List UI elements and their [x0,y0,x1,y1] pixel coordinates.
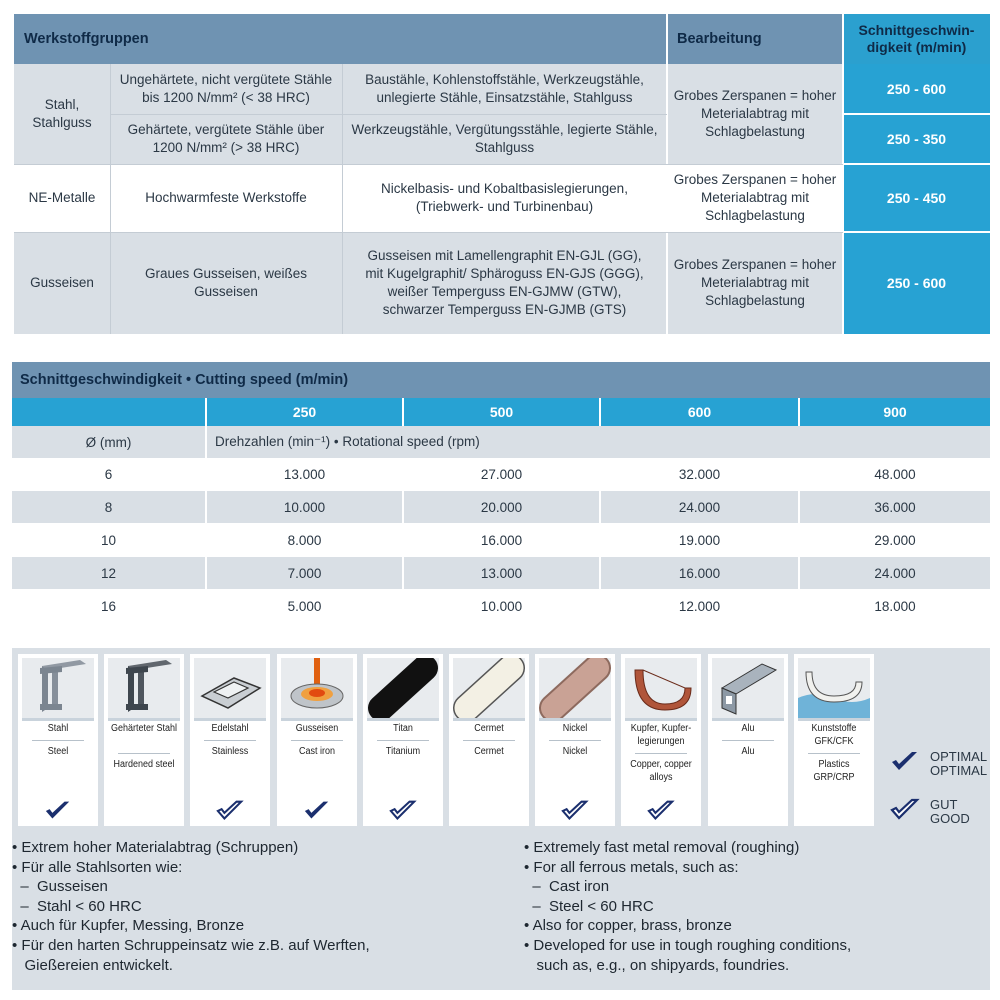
material-card [363,654,443,826]
check-good-icon [647,799,675,823]
type-hochwarmfest: Hochwarmfeste Werkstoffe [110,164,342,232]
rpm-cell: 20.000 [404,491,599,523]
bullet-line: – Steel < 60 HRC [524,897,654,915]
rpm-cell: 18.000 [800,590,990,622]
material-name-de: Titan [392,723,413,734]
divider [291,740,343,741]
check-optimal-icon [890,750,920,774]
group-ne-metalle: NE-Metalle [14,164,110,232]
bullet-line: – Gusseisen [12,878,108,896]
header-cutting-speed: Schnittgeschwin-digkeit (m/min) [843,14,990,64]
material-name-de: Gehärteter Stahl [111,723,178,734]
bullet-line: • Extrem hoher Materialabtrag (Schruppen) [12,839,299,856]
rpm-cell: 8.000 [207,524,402,556]
cermet-rod-icon [453,658,525,718]
material-card [621,654,701,826]
material-name-en: Stainless [212,746,249,757]
bullet-line: – Cast iron [524,878,610,896]
check-good-icon [389,799,417,823]
divider [281,718,353,721]
divider [798,718,870,721]
bearbeitung-gusseisen: Grobes Zerspanen = hoher Meterialabtrag mit Schlagbelastung [667,232,843,334]
divider [110,64,111,334]
speed-header-250: 250 [207,398,402,426]
type-hardened-steel: Gehärtete, vergütete Stähle über 1200 N/mm² (> 38 HRC) [110,114,342,164]
rpm-cell: 5.000 [207,590,402,622]
material-name-de: Edelstahl [211,723,249,734]
speed-header-500: 500 [404,398,599,426]
rpm-cell: 27.000 [404,458,599,490]
check-good-icon [216,799,244,823]
legend-optimal-label: OPTIMAL OPTIMAL [930,749,988,778]
rpm-label: Drehzahlen (min⁻¹) • Rotational speed (rpm) [207,426,990,458]
examples-hardened-steel: Werkzeugstähle, Vergütungsstähle, legierte Stähle, Stahlguss [342,114,667,164]
rpm-cell: 10.000 [207,491,402,523]
diameter-cell: 6 [12,458,205,490]
material-name-de: Nickel [562,723,588,734]
bullet-line: • Extremely fast metal removal (roughing) [524,839,800,856]
diameter-label: Ø (mm) [12,426,205,458]
material-name-en: Cermet [474,746,504,757]
header-werkstoffgruppen: Werkstoffgruppen [14,14,667,64]
steel-beam-icon [22,658,94,718]
rotational-speed-table [12,362,990,626]
rpm-cell: 10.000 [404,590,599,622]
material-card [104,654,184,826]
bullet-line: • Für den harten Schruppeinsatz wie z.B. auf Werften, [12,936,370,954]
divider [342,64,343,334]
divider [14,164,843,165]
divider [722,740,774,741]
divider [453,718,525,721]
material-groups-table [14,14,990,334]
material-suitability-panel [12,648,990,990]
divider [625,718,697,721]
check-optimal-icon [303,799,331,823]
divider [367,718,439,721]
bullet-line: Gießereien entwickelt. [12,956,173,974]
type-unhardened-steel: Ungehärtete, nicht vergütete Stähle bis 1200 N/mm² (< 38 HRC) [110,64,342,114]
divider [843,163,990,165]
material-card [449,654,529,826]
rpm-cell: 16.000 [601,557,798,589]
bullet-line: such as, e.g., on shipyards, foundries. [524,956,790,974]
check-good-icon [561,799,589,823]
material-card [18,654,98,826]
speed-unhardened-steel: 250 - 600 [843,64,990,114]
check-optimal-icon [44,799,72,823]
rpm-cell: 13.000 [207,458,402,490]
bearbeitung-ne-metalle: Grobes Zerspanen = hoher Meterialabtrag mit Schlagbelastung [667,164,843,232]
material-card [277,654,357,826]
divider [635,753,687,754]
aluminium-profile-icon [712,658,784,718]
material-name-en: Plastics GRP/CRP [813,759,855,783]
copper-gutter-icon [625,658,697,718]
speed-ne-metalle: 250 - 450 [843,164,990,232]
material-card [708,654,788,826]
hardened-steel-beam-icon [108,658,180,718]
material-name-de: Cermet [474,723,504,734]
examples-unhardened-steel: Baustähle, Kohlenstoffstähle, Werkzeugstähle, unlegierte Stähle, Einsatzstähle, Stahlguss [342,64,667,114]
bullet-line: • For all ferrous metals, such as: [524,858,739,876]
material-name-en: Alu [741,746,755,757]
rpm-cell: 48.000 [800,458,990,490]
material-name-en: Copper, copper alloys [630,759,693,783]
rpm-cell: 19.000 [601,524,798,556]
bullets-german [12,838,370,975]
bullet-line: • Auch für Kupfer, Messing, Bronze [12,917,245,935]
divider [14,232,843,233]
divider [377,740,429,741]
material-name-en: Cast iron [298,746,335,757]
rpm-cell: 24.000 [601,491,798,523]
plastics-gutter-icon [798,658,870,718]
rpm-cell: 36.000 [800,491,990,523]
speed-header-900: 900 [800,398,990,426]
bullets-english [524,838,851,975]
titanium-rod-icon [367,658,439,718]
divider [463,740,515,741]
rpm-cell: 12.000 [601,590,798,622]
divider [194,718,266,721]
type-gusseisen: Graues Gusseisen, weißes Gusseisen [110,232,342,334]
divider [539,718,611,721]
material-card [535,654,615,826]
rpm-cell: 7.000 [207,557,402,589]
legend-good-label: GUT GOOD [930,797,970,826]
examples-gusseisen: Gusseisen mit Lamellengraphit EN-GJL (GG), mit Kugelgraphit/ Sphäroguss EN-GJS (GGG), weißer Temperguss EN-GJMW (GTW), schwarzer Temperguss EN-GJMB (GTS) [342,232,667,334]
material-name-de: Kunststoffe GFK/CFK [811,723,857,747]
group-gusseisen: Gusseisen [14,232,110,334]
diameter-cell: 16 [12,590,205,622]
material-name-de: Kupfer, Kupfer-legierungen [631,723,692,747]
header-bearbeitung: Bearbeitung [667,14,843,64]
material-card [794,654,874,826]
divider [32,740,84,741]
rpm-cell: 32.000 [601,458,798,490]
divider [843,113,990,115]
material-name-de: Alu [741,723,755,734]
rpm-cell: 24.000 [800,557,990,589]
check-good-icon [890,798,920,822]
bullet-line: • Also for copper, brass, bronze [524,917,732,935]
material-name-en: Titanium [385,746,420,757]
divider [712,718,784,721]
diameter-cell: 12 [12,557,205,589]
diameter-cell: 8 [12,491,205,523]
examples-ne-metalle: Nickelbasis- und Kobaltbasislegierungen, (Triebwerk- und Turbinenbau) [342,164,667,232]
rotational-speed-title: Schnittgeschwindigkeit • Cutting speed (m/min) [12,362,990,398]
divider [118,753,170,754]
material-name-de: Stahl [47,723,69,734]
bullet-line: – Stahl < 60 HRC [12,897,142,915]
bullet-line: • Für alle Stahlsorten wie: [12,858,183,876]
divider [22,718,94,721]
divider [843,231,990,233]
speed-header-600: 600 [601,398,798,426]
speed-hardened-steel: 250 - 350 [843,114,990,164]
divider [110,114,667,115]
divider [549,740,601,741]
rpm-cell: 29.000 [800,524,990,556]
cast-iron-icon [281,658,353,718]
bearbeitung-stahl: Grobes Zerspanen = hoher Meterialabtrag mit Schlagbelastung [667,64,843,164]
material-name-en: Hardened steel [113,759,175,770]
material-name-de: Gusseisen [295,723,338,734]
rpm-cell: 16.000 [404,524,599,556]
divider [808,753,860,754]
speed-gusseisen: 250 - 600 [843,232,990,334]
nickel-rod-icon [539,658,611,718]
diameter-cell: 10 [12,524,205,556]
bullet-line: • Developed for use in tough roughing conditions, [524,936,852,954]
material-card [190,654,270,826]
divider [842,14,844,334]
divider [204,740,256,741]
stainless-sheet-icon [194,658,266,718]
material-name-en: Steel [47,746,69,757]
divider [108,718,180,721]
material-name-en: Nickel [562,746,588,757]
divider [666,14,668,334]
group-stahl: Stahl, Stahlguss [14,64,110,164]
speed-header-blank [12,398,205,426]
rpm-cell: 13.000 [404,557,599,589]
